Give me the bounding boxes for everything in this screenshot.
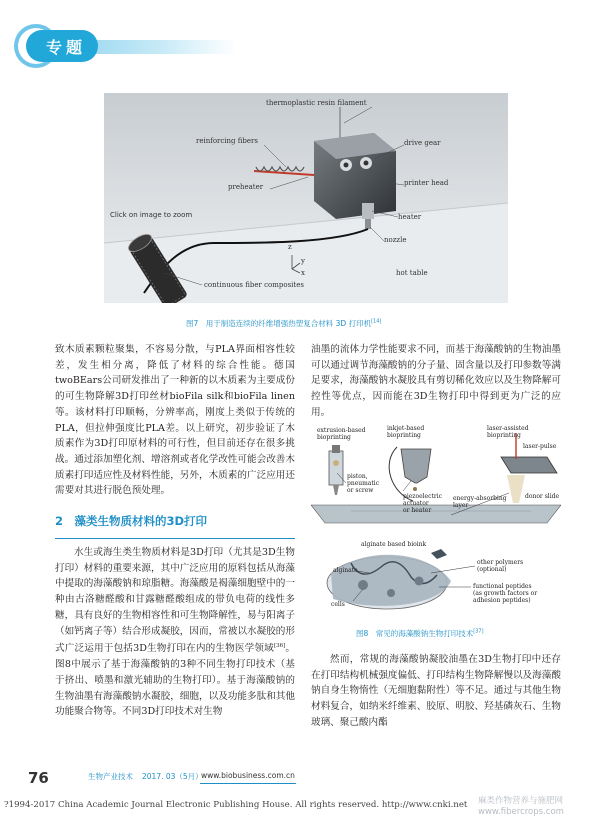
label-cells: cells [331, 601, 345, 608]
label-piezo: piezoelectric actuator or heater [403, 493, 443, 514]
label-reinforcing: reinforcing fibers [196, 137, 258, 145]
section-badge: 专题 [26, 30, 98, 62]
label-hot-table: hot table [396, 269, 428, 277]
label-bioink: alginate based bioink [361, 541, 427, 548]
label-filament: thermoplastic resin filament [266, 99, 367, 107]
axis-z-label: z [288, 243, 292, 251]
label-continuous: continuous fiber composites [204, 281, 304, 289]
label-nozzle: nozzle [384, 236, 407, 244]
label-inkjet: inkjet-based bioprinting [387, 425, 425, 439]
label-alginate: alginate [333, 567, 358, 574]
journal-url-link[interactable]: www.biobusiness.com.cn [201, 771, 295, 780]
label-laser-pulse: laser-pulse [523, 443, 557, 450]
left-paragraph-2 [55, 545, 295, 720]
label-peptides: functional peptides (as growth factors or adhesion peptides) [473, 583, 538, 604]
figure-7-caption [186, 318, 381, 329]
axis-x-label: x [301, 269, 305, 277]
figure-8-caption [356, 628, 484, 639]
figure-7-image [104, 93, 508, 303]
left-paragraph-2-tail: 。图8中展示了基于海藻酸钠的3种不同生物打印技术（基于挤出、喷墨和激光辅助的生物打印）。基于海藻酸钠的生物油墨有海藻酸钠水凝胶，细胞，以及功能多肽和其他功能聚合物等。不同3D打印技术对生物 [55, 643, 296, 718]
label-laser: laser-assisted bioprinting [487, 425, 529, 439]
issue-date: 2017. 03（5月） [142, 772, 203, 781]
label-heater: heater [398, 213, 422, 221]
watermark [478, 796, 564, 818]
figure-7-caption-text: 图7 用于制造连续的纤维增强热塑复合材料 3D 打印机 [186, 319, 372, 328]
label-printer-head: printer head [404, 179, 449, 187]
watermark-line-1: 麻类作物营养与施肥网 [478, 796, 564, 806]
copyright-notice: ?1994-2017 China Academic Journal Electronic Publishing House. All rights reserved. http://www.cnki.net [4, 800, 468, 810]
click-to-zoom-link[interactable]: Click on image to zoom [110, 211, 193, 219]
printer-illustration [104, 93, 508, 303]
label-preheater: preheater [228, 183, 264, 191]
axis-y-label: y [301, 257, 305, 265]
left-paragraph-2-text: 水生或海生类生物质材料是3D打印（尤其是3D生物打印）材料的重要来源，其中广泛应用的原料包括从海藻中提取的海藻酸钠和琼脂糖。海藻酸是褐藻细胞壁中的一种由古洛糖醛酸和甘露糖醛酸组成的带负电荷的线性多糖，具有良好的生物相容性和可生物降解性，易与阳离子（如钙离子等）结合形成凝胶，因而，常被以水凝胶的形式广泛运用于包括3D生物打印在内的生物医学领域 [55, 547, 295, 655]
label-energy-layer: energy-absorbing layer [453, 495, 507, 509]
figure-8-caption-ref: [37] [473, 628, 484, 635]
label-extrusion: extrusion-based bioprinting [317, 427, 366, 441]
right-paragraph-2: 然而，常规的海藻酸钠凝胶油墨在3D生物打印中还存在打印结构机械强度偏低、打印结构生物降解慢以及海藻酸钠自身生物惰性（无细胞黏附性）等不足。通过与其他生物材料复合，如纳米纤维素、胶原、明胶、羟基磷灰石、生物玻璃、聚己酸内酯 [311, 654, 561, 728]
section-heading-2: 2 藻类生物质材料的3D打印 [55, 514, 208, 528]
figure-8-image [311, 423, 561, 618]
figure-8-caption-text: 图8 常见的海藻酸钠生物打印技术 [356, 629, 474, 638]
left-paragraph-2-ref: [36] [273, 643, 286, 650]
footer-rule [200, 783, 296, 784]
label-other-polymers: other polymers (optional) [477, 559, 524, 573]
label-donor-slide: donor slide [525, 493, 560, 500]
watermark-line-2: www.fibercrops.com [478, 807, 564, 817]
label-piston: piston, pneumatic or screw [347, 473, 380, 494]
label-drive-gear: drive gear [404, 139, 441, 147]
page-number: 76 [28, 769, 49, 787]
left-paragraph-1: 致木质素颗粒聚集，不容易分散，与PLA界面相容性较差，发生相分离，降低了材料的综合性能。德国twoBEars公司研发推出了一种新的以木质素为主要成份的可生物降解3D打印丝材bioFila silk和bioFila linen等。该材料打印顺畅，分辨率高，刚度上类似于传统的PLA，但拉伸强度比PLA差。以上研究，初步验证了木质素作为3D打印原材料的可行性，但目前还存在很多挑战。通过添加塑化剂、增溶剂或者化学改性可能会改善木质素打印适应性及材料性能，另外，木质素的广泛应用还需要对其进行脱色预处理。 [55, 344, 295, 497]
section-heading-rule [55, 538, 295, 539]
right-paragraph-1: 油墨的流体力学性能要求不同，而基于海藻酸钠的生物油墨可以通过调节海藻酸钠的分子量、固含量以及打印参数等满足要求，海藻酸钠水凝胶具有剪切稀化效应以及生物降解可控性等优点，因而能在3D生物打印中得到更为广泛的应用。 [311, 344, 561, 418]
figure-7-caption-ref: [14] [371, 318, 382, 325]
journal-name: 生物产业技术 [88, 772, 133, 781]
